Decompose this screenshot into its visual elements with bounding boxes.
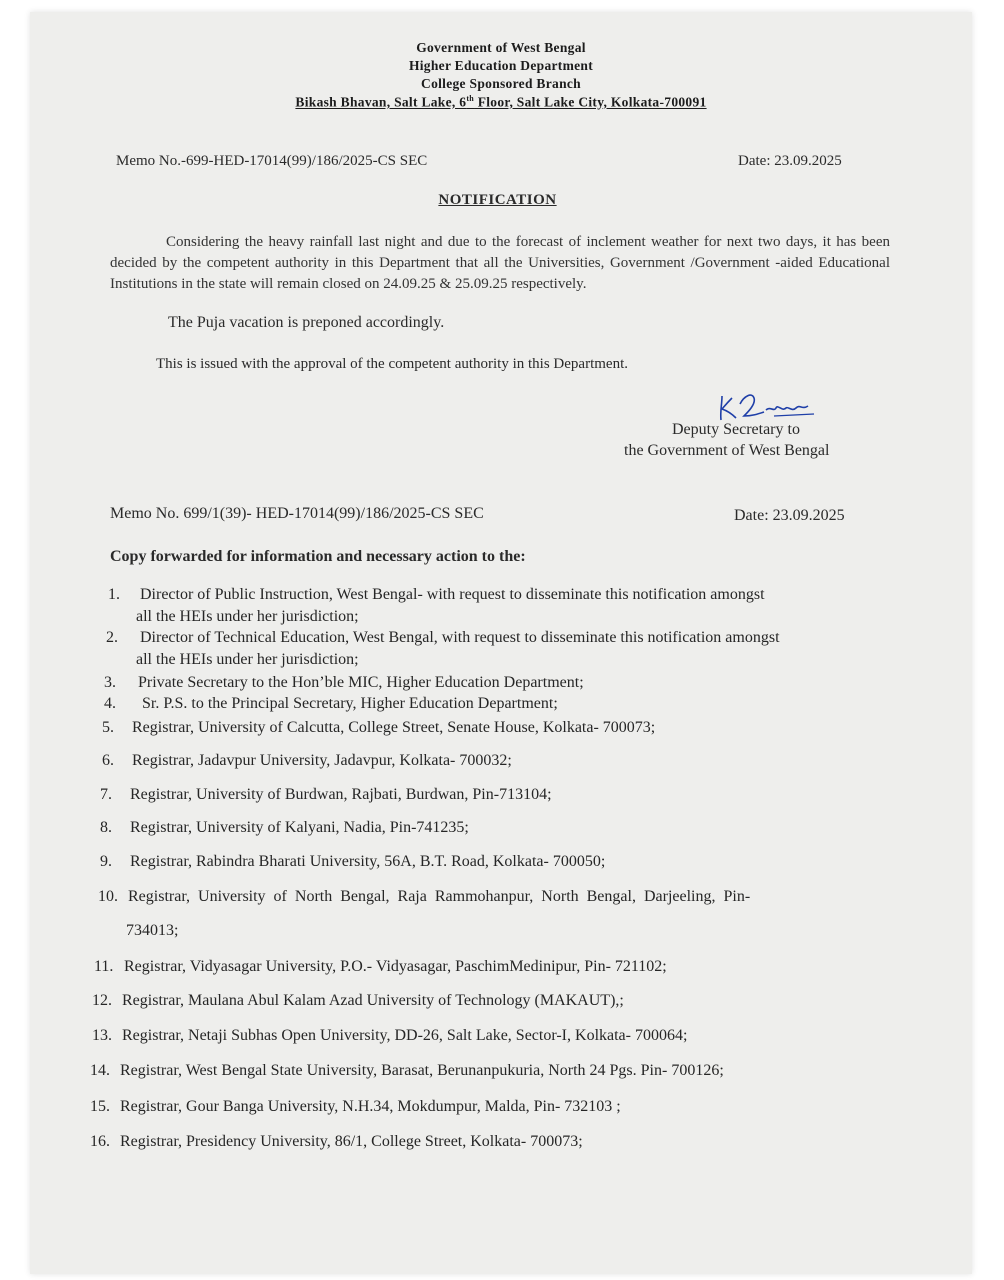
- list-text: Registrar, Maulana Abul Kalam Azad University of Technology (MAKAUT),;: [122, 992, 624, 1009]
- address-post: Floor, Salt Lake City, Kolkata-700091: [474, 94, 707, 110]
- list-number: 9.: [100, 853, 112, 870]
- memo2-number: Memo No. 699/1(39)- HED-17014(99)/186/2025-CS SEC: [110, 505, 484, 522]
- list-text: Registrar, Presidency University, 86/1, College Street, Kolkata- 700073;: [120, 1133, 583, 1150]
- list-text: Registrar, West Bengal State University, Barasat, Berunanpukuria, North 24 Pgs. Pin- 700126;: [120, 1062, 724, 1079]
- list-text: Director of Technical Education, West Bengal, with request to disseminate this notification amongst: [140, 629, 780, 646]
- list-text: Director of Public Instruction, West Bengal- with request to disseminate this notification amongst: [140, 586, 765, 603]
- list-number: 6.: [102, 752, 114, 769]
- memo-number: Memo No.-699-HED-17014(99)/186/2025-CS SEC: [116, 153, 428, 169]
- list-number: 16.: [90, 1133, 110, 1150]
- branch-name: College Sponsored Branch: [421, 76, 581, 91]
- list-number: 2.: [106, 629, 118, 646]
- list-number: 12.: [92, 992, 112, 1009]
- list-number: 7.: [100, 786, 112, 803]
- list-number: 8.: [100, 819, 112, 836]
- list-number: 15.: [90, 1098, 110, 1115]
- list-text: Registrar, University of Burdwan, Rajbati, Burdwan, Pin-713104;: [130, 786, 552, 803]
- list-text: Registrar, University of Kalyani, Nadia, Pin-741235;: [130, 819, 469, 836]
- list-text: Registrar, Rabindra Bharati University, 56A, B.T. Road, Kolkata- 700050;: [130, 853, 606, 870]
- list-text: Registrar, Jadavpur University, Jadavpur, Kolkata- 700032;: [132, 752, 512, 769]
- list-text: Registrar, University of North Bengal, Raja Rammohanpur, North Bengal, Darjeeling, Pin-: [128, 888, 751, 905]
- list-text: Private Secretary to the Hon’ble MIC, Higher Education Department;: [138, 674, 584, 691]
- approval-note: This is issued with the approval of the competent authority in this Department.: [156, 356, 628, 372]
- list-text-continued: all the HEIs under her jurisdiction;: [136, 651, 359, 668]
- notification-title: NOTIFICATION: [438, 192, 557, 208]
- signatory-government: the Government of West Bengal: [624, 442, 830, 459]
- address-pre: Bikash Bhavan, Salt Lake, 6: [295, 94, 467, 110]
- list-text: Registrar, University of Calcutta, College Street, Senate House, Kolkata- 700073;: [132, 719, 656, 736]
- document-page: [30, 12, 972, 1274]
- department-name: Higher Education Department: [408, 58, 594, 73]
- signatory-designation: Deputy Secretary to: [672, 421, 800, 438]
- list-text: Registrar, Vidyasagar University, P.O.- Vidyasagar, PaschimMedinipur, Pin- 721102;: [124, 958, 667, 975]
- list-text-continued: all the HEIs under her jurisdiction;: [136, 608, 359, 625]
- list-number: 10.: [98, 888, 118, 905]
- govt-name: Government of West Bengal: [416, 40, 586, 55]
- list-number: 5.: [102, 719, 114, 736]
- memo-date: Date: 23.09.2025: [738, 153, 842, 169]
- list-number: 11.: [94, 958, 114, 975]
- address-sup: th: [466, 94, 475, 103]
- list-number: 3.: [104, 674, 116, 691]
- list-text-continued: 734013;: [126, 922, 179, 939]
- notification-body: Considering the heavy rainfall last night and due to the forecast of inclement weather for next two days, it has been decided by the competent authority in this Department that all the Universities, Government /Government -aided Educational Institutions in the state will remain closed on 24.09.25 & 25.09.25 respectively.: [110, 234, 890, 292]
- list-number: 4.: [104, 695, 116, 712]
- list-number: 1.: [108, 586, 120, 603]
- list-text: Registrar, Gour Banga University, N.H.34, Mokdumpur, Malda, Pin- 732103 ;: [120, 1098, 621, 1115]
- list-text: Sr. P.S. to the Principal Secretary, Higher Education Department;: [142, 695, 558, 712]
- list-number: 14.: [90, 1062, 110, 1079]
- memo2-date: Date: 23.09.2025: [734, 507, 845, 524]
- office-address: [30, 94, 972, 111]
- list-number: 13.: [92, 1027, 112, 1044]
- list-text: Registrar, Netaji Subhas Open University, DD-26, Salt Lake, Sector-I, Kolkata- 700064;: [122, 1027, 688, 1044]
- copy-forwarded-heading: Copy forwarded for information and necessary action to the:: [110, 548, 526, 565]
- puja-vacation-note: The Puja vacation is preponed accordingly.: [168, 314, 445, 331]
